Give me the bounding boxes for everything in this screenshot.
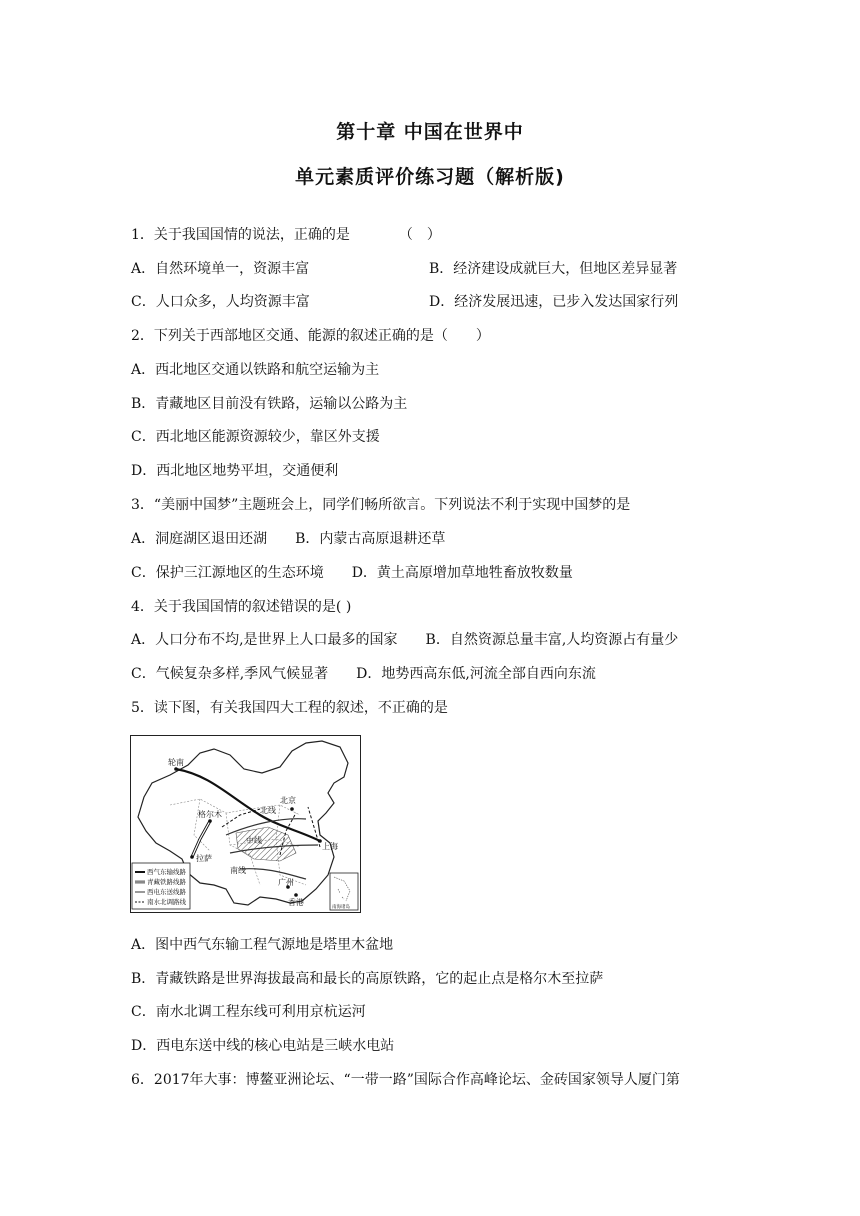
legend-railway: 青藏铁路线路 xyxy=(147,878,186,886)
question-1-stem: 1．关于我国国情的说法，正确的是 （ ） xyxy=(131,227,441,243)
question-2-option-c: C．西北地区能源资源较少，靠区外支援 xyxy=(131,429,380,445)
label-north-line: 北线 xyxy=(260,806,276,815)
label-lunnan: 轮南 xyxy=(168,758,184,767)
label-middle-line: 中线 xyxy=(246,836,262,845)
question-2-stem: 2．下列关于西部地区交通、能源的叙述正确的是（ ） xyxy=(131,328,490,344)
subtitle: 单元素质评价练习题（解析版) xyxy=(295,166,565,188)
question-1-option-a: A．自然环境单一，资源丰富 xyxy=(131,261,310,277)
chapter-title: 第十章 中国在世界中 xyxy=(336,121,524,143)
question-1-option-b: B．经济建设成就巨大，但地区差异显著 xyxy=(429,261,678,277)
question-3-stem: 3．“美丽中国梦”主题班会上，同学们畅所欲言。下列说法不利于实现中国梦的是 xyxy=(131,497,631,513)
label-lhasa: 拉萨 xyxy=(196,854,212,863)
question-5-option-a: A．图中西气东输工程气源地是塔里木盆地 xyxy=(131,937,394,953)
label-beijing: 北京 xyxy=(280,796,296,805)
question-2-option-d: D．西北地区地势平坦，交通便利 xyxy=(131,463,339,479)
question-4-options-ab: A．人口分布不均,是世界上人口最多的国家 B．自然资源总量丰富,人均资源占有量少 xyxy=(131,632,679,648)
question-2-option-b: B．青藏地区目前没有铁路，运输以公路为主 xyxy=(131,396,408,412)
label-hongkong: 香港 xyxy=(288,898,304,907)
legend-water: 南水北调路线 xyxy=(147,898,186,906)
question-4-stem: 4．关于我国国情的叙述错误的是( ) xyxy=(131,599,352,615)
label-golmud: 格尔木 xyxy=(198,810,222,819)
inset-label: 南海诸岛 xyxy=(332,905,350,910)
question-6-stem: 6．2017年大事：博鳌亚洲论坛、“一带一路”国际合作高峰论坛、金砖国家领导人厦门第 xyxy=(131,1072,680,1088)
question-5-stem: 5．读下图，有关我国四大工程的叙述，不正确的是 xyxy=(131,700,448,716)
question-2-option-a: A．西北地区交通以铁路和航空运输为主 xyxy=(131,362,380,378)
question-4-options-cd: C．气候复杂多样,季风气候显著 D．地势西高东低,河流全部自西向东流 xyxy=(131,666,596,682)
question-1-option-c: C．人口众多，人均资源丰富 xyxy=(131,294,310,310)
label-south-line: 南线 xyxy=(230,866,246,875)
question-3-options-ab: A．洞庭湖区退田还湖 B．内蒙古高原退耕还草 xyxy=(131,531,446,547)
question-1-option-d: D．经济发展迅速，已步入发达国家行列 xyxy=(429,294,679,310)
question-5-option-c: C．南水北调工程东线可利用京杭运河 xyxy=(131,1004,366,1020)
question-5-option-b: B．青藏铁路是世界海拔最高和最长的高原铁路，它的起止点是格尔木至拉萨 xyxy=(131,971,604,987)
legend-gas: 西气东输线路 xyxy=(147,868,186,876)
legend-power: 西电东送线路 xyxy=(147,888,186,896)
label-shanghai: 上海 xyxy=(322,842,338,851)
china-projects-map xyxy=(130,735,361,913)
question-5-option-d: D．西电东送中线的核心电站是三峡水电站 xyxy=(131,1038,395,1054)
label-guangzhou: 广州 xyxy=(278,878,294,887)
question-3-options-cd: C．保护三江源地区的生态环境 D．黄土高原增加草地牲畜放牧数量 xyxy=(131,565,573,581)
